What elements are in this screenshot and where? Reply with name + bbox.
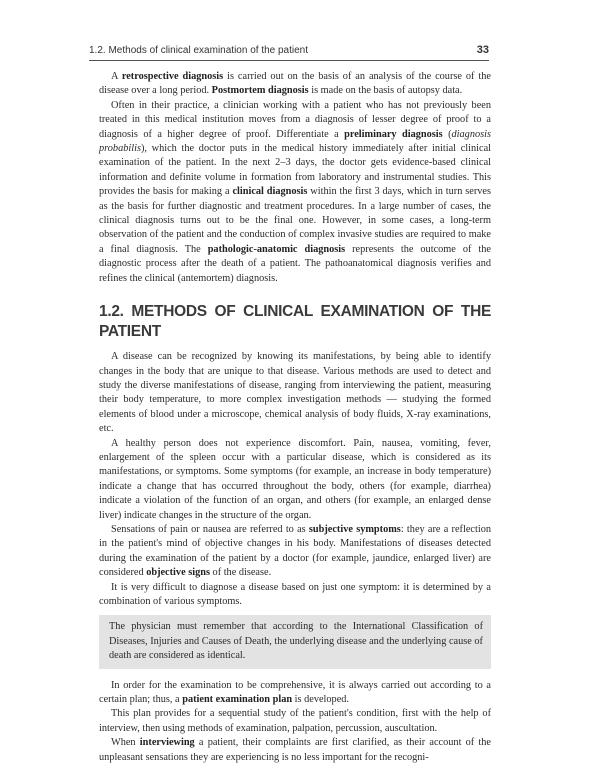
paragraph-preliminary-diagnosis bbox=[99, 99, 491, 286]
text-run: within the first 3 days, which in turn serves as the basis for further diagnostic and treatment procedures. In a large number of cases, the clinical diagnosis turns out to be the final one. However, in some cases, a long-term observation of the patient and the conduction of complex invasive studies are required to make a final diagnosis. The bbox=[99, 186, 491, 255]
term-subjective-symptoms: subjective symptoms bbox=[308, 523, 401, 535]
header-rule bbox=[89, 60, 489, 61]
paragraph-interviewing bbox=[99, 736, 491, 765]
paragraph-sequential-study: This plan provides for a sequential study of the patient's condition, first with the help of interview, then using methods of examination, palpation, percussion, auscultation. bbox=[99, 708, 491, 734]
section-heading: 1.2. METHODS OF CLINICAL EXAMINATION OF THE PATIENT bbox=[99, 303, 491, 341]
text-run: is made on the basis of autopsy data. bbox=[308, 85, 463, 97]
callout-text: The physician must remember that according to the International Classification of Diseases, Injuries and Causes of Death, the underlying disease and the underlying cause of death are considered as identical. bbox=[109, 621, 483, 662]
text-run: of the disease. bbox=[209, 567, 272, 579]
running-title: 1.2. Methods of clinical examination of the patient bbox=[89, 45, 309, 56]
term-pathologic-anatomic-diagnosis: pathologic-anatomic diagnosis bbox=[207, 243, 346, 255]
text-run: ( bbox=[442, 128, 452, 140]
text-run: is developed. bbox=[292, 694, 349, 706]
text-run: a patient, their complaints are first clarified, as their account of the unpleasant sensations they are experiencing is no less important for the recogni- bbox=[99, 737, 491, 763]
term-retrospective-diagnosis: retrospective diagnosis bbox=[121, 71, 224, 82]
text-run: : they are a reflection in the patient's mind of objective changes in his body. Manifestations of diseases detected during the examination of the patient by a doctor (for example, jaundice, enlarged liver) are considered bbox=[99, 523, 491, 579]
text-run: Sensations of pain or nausea are referred to as bbox=[111, 523, 309, 535]
running-header bbox=[89, 44, 489, 56]
page-body bbox=[99, 70, 491, 765]
text-run: When bbox=[111, 737, 140, 749]
text-run: ), which the doctor puts in the medical history immediately after initial clinical examination of the patient. In the next 2–3 days, the doctor gets evidence-based clinical information and definite volume in formation from laboratory and instrumental studies. This provides the basis for making a bbox=[99, 143, 491, 198]
page-number: 33 bbox=[476, 44, 489, 56]
term-preliminary-diagnosis: preliminary diagnosis bbox=[344, 128, 443, 140]
term-objective-signs: objective signs bbox=[146, 567, 210, 579]
paragraph-disease-recognition: A disease can be recognized by knowing its manifestations, by being able to identify changes in the body that are unique to that disease. Various methods are used to detect and study the diverse manifestations of disease, ranging from interviewing the patient, measuring their body temperature, to more complex investigation methods — studying the formed elements of blood under a microscope, chemical analysis of body fluids, X-ray examinations, etc. bbox=[99, 351, 491, 435]
term-diagnosis-probabilis: diagnosis probabilis bbox=[99, 128, 491, 155]
text-run: Often in their practice, a clinician working with a patient who has not previously been treated in this medical institution moves from a diagnosis of lesser degree of proof to a diagnosis of a higher degree of proof. Differentiate a bbox=[99, 99, 491, 140]
text-run: A bbox=[111, 71, 122, 82]
text-run: represents the outcome of the diagnostic process after the death of a patient. The pathoanatomical diagnosis verifies and refines the clinical (antemortem) diagnosis. bbox=[99, 243, 491, 284]
paragraph-subjective-objective bbox=[99, 523, 491, 581]
paragraph-symptoms: A healthy person does not experience discomfort. Pain, nausea, vomiting, fever, enlargement of the spleen occur with a particular disease, which is considered as its manifestations, or symptoms. Some symptoms (for example, an increase in body temperature) indicate a change that has occurred throughout the body, others (for example, diarrhea) indicate a violation of the function of an organ, and others (for example, an enlarged dense liver) indicate changes in the structure of the organ. bbox=[99, 437, 491, 521]
callout-box bbox=[99, 615, 491, 668]
paragraph-examination-plan bbox=[99, 679, 491, 708]
paragraph-combination-of-symptoms: It is very difficult to diagnose a disease based on just one symptom: it is determined by a combination of various symptoms. bbox=[99, 581, 491, 607]
term-clinical-diagnosis: clinical diagnosis bbox=[232, 186, 308, 198]
text-run: In order for the examination to be comprehensive, it is always carried out according to a certain plan; thus, a bbox=[99, 679, 491, 706]
term-interviewing: interviewing bbox=[139, 737, 195, 749]
term-patient-examination-plan: patient examination plan bbox=[182, 694, 293, 706]
text-run: is carried out on the basis of an analysis of the course of the disease over a long period. bbox=[99, 71, 491, 97]
term-postmortem-diagnosis: Postmortem diagnosis bbox=[211, 85, 309, 97]
paragraph-retrospective-diagnosis bbox=[99, 70, 491, 99]
